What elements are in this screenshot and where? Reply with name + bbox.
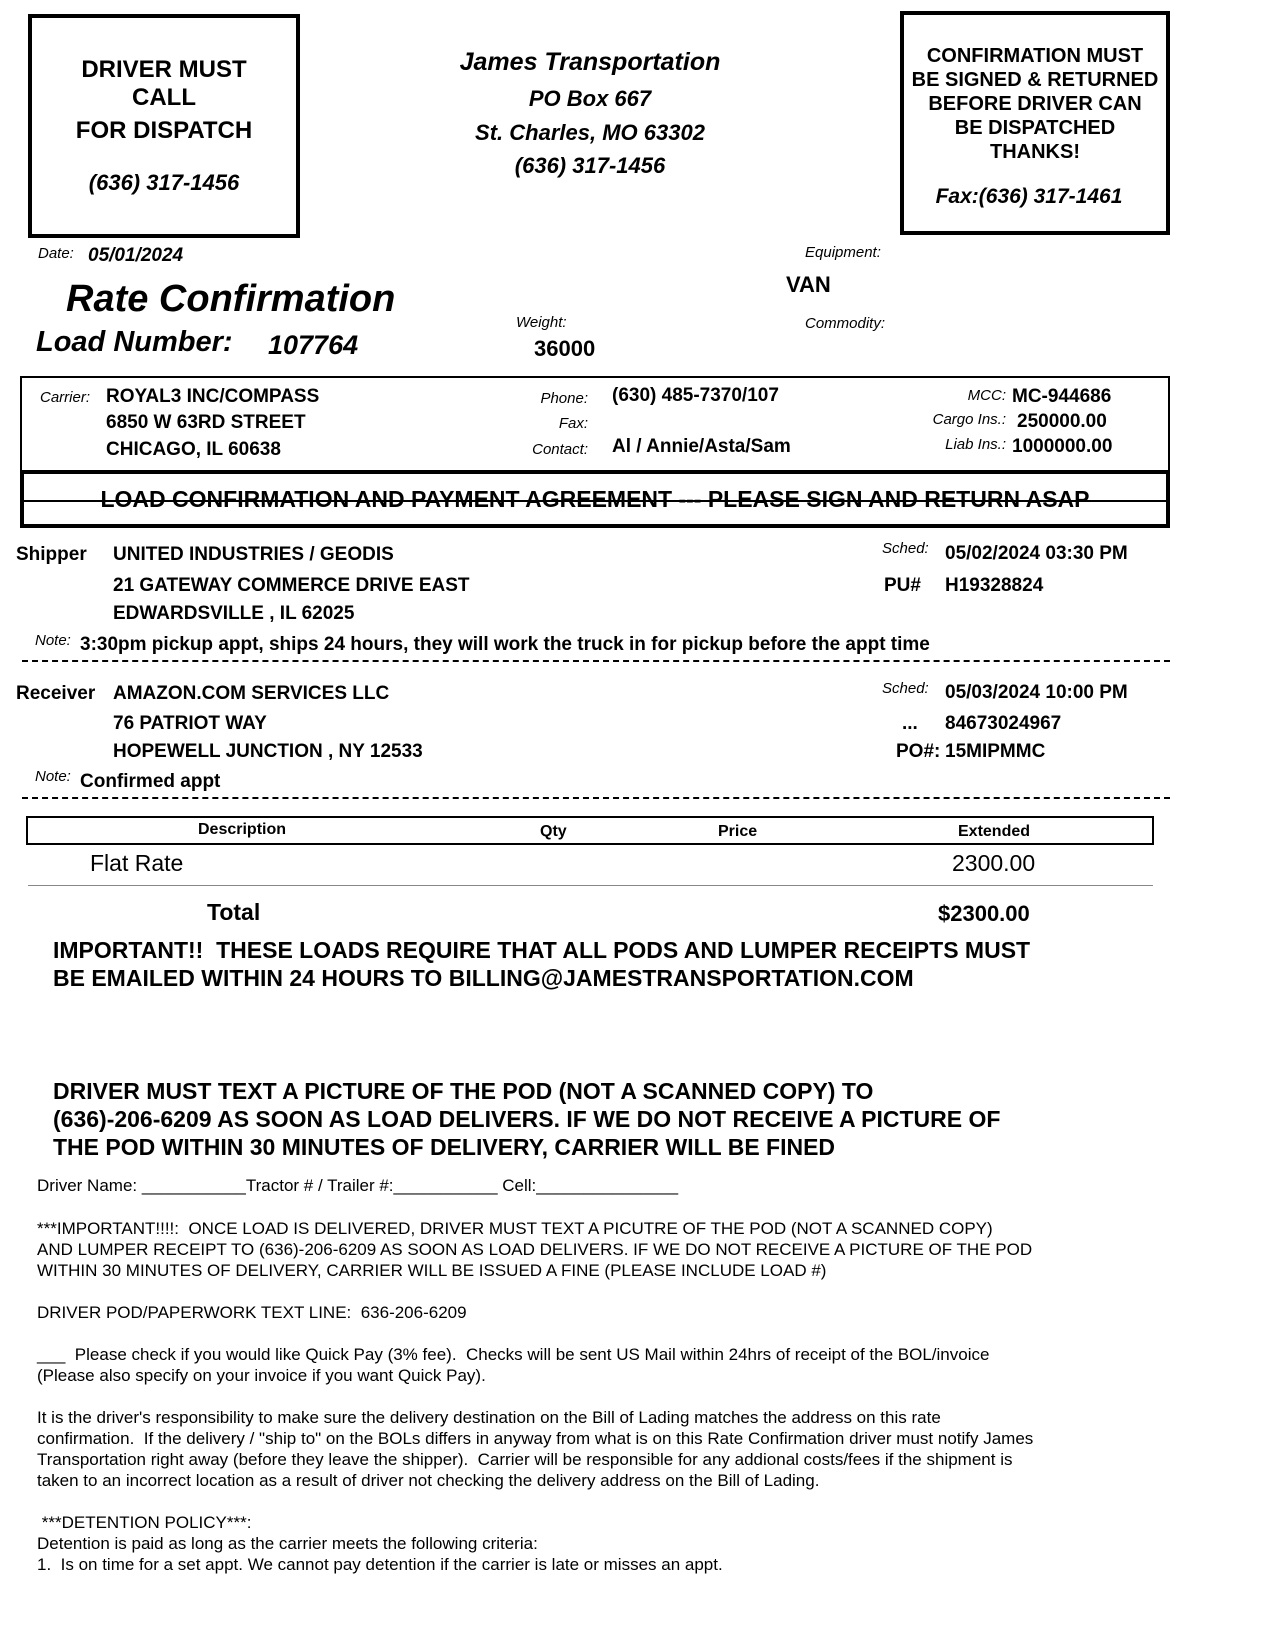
- col-qty: Qty: [540, 823, 567, 840]
- confirmation-notice-box: [900, 11, 1170, 235]
- shipper-divider: [22, 660, 1170, 662]
- weight-label: Weight:: [516, 314, 567, 331]
- carrier-phone: (630) 485-7370/107: [612, 385, 779, 406]
- shipper-sched-label: Sched:: [882, 540, 929, 557]
- carrier-cargo-label: Cargo Ins.:: [932, 411, 1006, 428]
- shipper-note-label: Note:: [35, 632, 71, 649]
- col-extended: Extended: [958, 823, 1031, 840]
- dispatch-line-2: CALL: [132, 84, 196, 111]
- receiver-name: AMAZON.COM SERVICES LLC: [113, 683, 390, 704]
- notice-line-4: BE DISPATCHED: [954, 117, 1116, 139]
- carrier-liab: 1000000.00: [1012, 436, 1113, 457]
- company-address-2: St. Charles, MO 63302: [475, 120, 705, 145]
- shipper-address-2: EDWARDSVILLE , IL 62025: [113, 603, 355, 624]
- bol-responsibility-paragraph: It is the driver's responsibility to make sure the delivery destination on the Bill of Lading matches the address on this rate confirmation. If the delivery / "ship to" on the BOLs differs in anyway from what is on this Rate Confirmation driver must notify James Transportation right away (before they leave the shipper). Carrier will be responsible for any addional costs/fees if the shipment is taken to an incorrect location as a result of driver not checking the delivery address on the Bill of Lading.: [37, 1408, 1034, 1490]
- carrier-contact-label: Contact:: [532, 441, 588, 458]
- shipper-address-1: 21 GATEWAY COMMERCE DRIVE EAST: [113, 575, 470, 596]
- carrier-mcc-label: MCC:: [967, 387, 1006, 404]
- notice-line-1: CONFIRMATION MUST: [926, 45, 1144, 67]
- carrier-mcc: MC-944686: [1012, 386, 1112, 407]
- carrier-label: Carrier:: [40, 389, 91, 406]
- carrier-phone-label: Phone:: [540, 390, 588, 407]
- notice-line-3: BEFORE DRIVER CAN: [928, 93, 1142, 115]
- quick-pay-paragraph: ___ Please check if you would like Quick Pay (3% fee). Checks will be sent US Mail within 24hrs of receipt of the BOL/invoice (Please also specify on your invoice if you want Quick Pay).: [37, 1345, 990, 1385]
- col-description: Description: [198, 821, 287, 838]
- carrier-name: ROYAL3 INC/COMPASS: [106, 386, 320, 407]
- receiver-sched: 05/03/2024 10:00 PM: [945, 682, 1128, 703]
- dispatch-call-box: [28, 14, 300, 238]
- load-number-value: 107764: [268, 330, 359, 360]
- carrier-liab-label: Liab Ins.:: [945, 436, 1006, 453]
- page-title: Rate Confirmation: [66, 278, 396, 320]
- pod-instructions-paragraph: ***IMPORTANT!!!!: ONCE LOAD IS DELIVERED, DRIVER MUST TEXT A PICUTRE OF THE POD (NOT A SCANNED COPY) AND LUMPER RECEIPT TO (636)-206-6209 AS SOON AS LOAD DELIVERS. IF WE DO NOT RECEIVE A PICTURE OF THE POD WITHIN 30 MINUTES OF DELIVERY, CARRIER WILL BE ISSUED A FINE (PLEASE INCLUDE LOAD #): [37, 1219, 1033, 1280]
- shipper-pu-label: PU#: [884, 575, 921, 596]
- total-value: $2300.00: [938, 901, 1030, 926]
- dispatch-line-1: DRIVER MUST: [81, 56, 247, 83]
- receiver-address-1: 76 PATRIOT WAY: [113, 713, 267, 734]
- receiver-address-2: HOPEWELL JUNCTION , NY 12533: [113, 741, 423, 762]
- carrier-fax-label: Fax:: [558, 415, 588, 432]
- company-address-1: PO Box 667: [528, 86, 652, 111]
- notice-fax: Fax:(636) 317-1461: [935, 185, 1123, 208]
- total-label: Total: [207, 899, 261, 925]
- receiver-note: Confirmed appt: [80, 771, 221, 792]
- load-number-label: Load Number:: [36, 326, 233, 358]
- receiver-divider: [22, 797, 1170, 799]
- weight-value: 36000: [534, 336, 596, 361]
- equipment-value: VAN: [786, 272, 831, 297]
- company-phone: (636) 317-1456: [514, 153, 666, 178]
- charges-header: [26, 816, 1154, 845]
- shipper-label: Shipper: [16, 544, 87, 565]
- receiver-sched-label: Sched:: [882, 680, 929, 697]
- receiver-ref-number: 84673024967: [945, 713, 1062, 734]
- detention-policy-paragraph: ***DETENTION POLICY***: Detention is paid as long as the carrier meets the following criteria: 1. Is on time for a set appt. We cannot pay detention if the carrier is late or misses an appt.: [37, 1513, 723, 1574]
- company-name: James Transportation: [459, 48, 721, 76]
- charges-divider: [28, 885, 1153, 886]
- dispatch-line-3: FOR DISPATCH: [75, 117, 253, 144]
- carrier-cargo: 250000.00: [1017, 411, 1107, 432]
- charge-row-extended: 2300.00: [952, 850, 1036, 876]
- charge-row-description: Flat Rate: [90, 850, 184, 876]
- driver-info-line: Driver Name: ___________Tractor # / Trailer #:___________ Cell:_______________: [37, 1176, 679, 1195]
- col-price: Price: [718, 823, 758, 840]
- carrier-address-1: 6850 W 63RD STREET: [106, 412, 306, 433]
- receiver-po-label: PO#:: [896, 741, 941, 762]
- notice-line-5: THANKS!: [990, 141, 1080, 163]
- carrier-address-2: CHICAGO, IL 60638: [106, 439, 281, 460]
- carrier-contact: Al / Annie/Asta/Sam: [612, 436, 791, 457]
- agreement-banner: [20, 470, 1170, 528]
- pod-text-line: DRIVER POD/PAPERWORK TEXT LINE: 636-206-6209: [37, 1303, 467, 1322]
- dispatch-phone: (636) 317-1456: [88, 170, 240, 195]
- receiver-label: Receiver: [16, 683, 96, 704]
- commodity-label: Commodity:: [805, 315, 886, 332]
- receiver-note-label: Note:: [35, 768, 71, 785]
- shipper-note: 3:30pm pickup appt, ships 24 hours, they will work the truck in for pickup before the appt time: [80, 634, 930, 655]
- date-value: 05/01/2024: [88, 245, 184, 266]
- receiver-ref-label: ...: [902, 713, 918, 734]
- equipment-label: Equipment:: [805, 244, 881, 261]
- notice-line-2: BE SIGNED & RETURNED: [911, 69, 1159, 91]
- shipper-name: UNITED INDUSTRIES / GEODIS: [113, 544, 394, 565]
- receiver-po-number: 15MIPMMC: [945, 741, 1046, 762]
- shipper-sched: 05/02/2024 03:30 PM: [945, 543, 1128, 564]
- important-email-notice: IMPORTANT!! THESE LOADS REQUIRE THAT ALL PODS AND LUMPER RECEIPTS MUST BE EMAILED WITHIN 24 HOURS TO BILLING@JAMESTRANSPORTATION.COM: [53, 937, 1031, 991]
- agreement-banner-text: LOAD CONFIRMATION AND PAYMENT AGREEMENT --- PLEASE SIGN AND RETURN ASAP: [100, 486, 1090, 512]
- shipper-pu-number: H19328824: [945, 575, 1044, 596]
- important-pod-text-notice: DRIVER MUST TEXT A PICTURE OF THE POD (NOT A SCANNED COPY) TO (636)-206-6209 AS SOON AS LOAD DELIVERS. IF WE DO NOT RECEIVE A PICTURE OF THE POD WITHIN 30 MINUTES OF DELIVERY, CARRIER WILL BE FINED: [53, 1078, 1001, 1160]
- date-label: Date:: [38, 245, 74, 262]
